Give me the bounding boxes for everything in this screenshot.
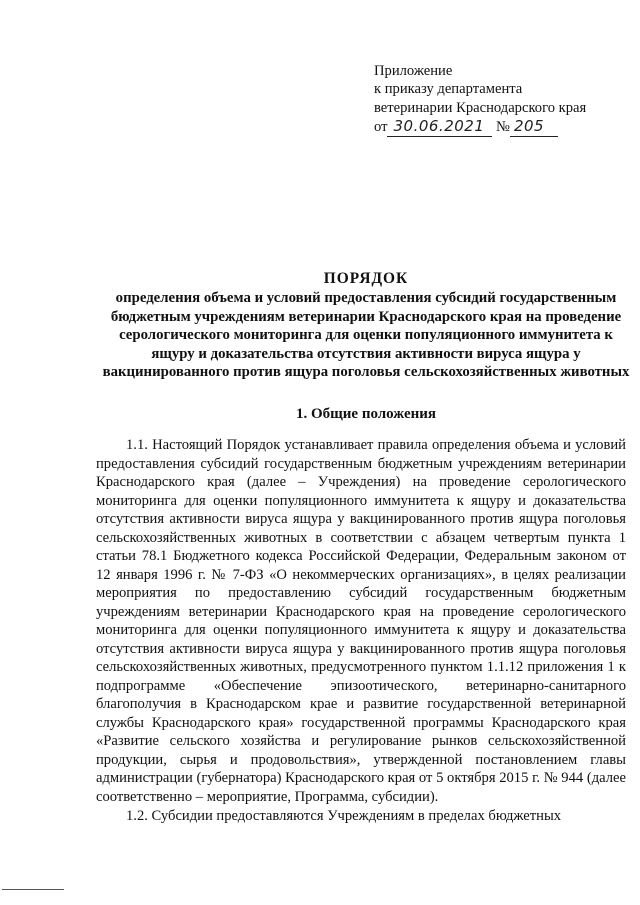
- title-main: ПОРЯДОК: [323, 270, 409, 287]
- appendix-date-line: [374, 117, 624, 136]
- appendix-line-3: ветеринарии Краснодарского края: [374, 99, 587, 116]
- section-heading: 1. Общие положения: [295, 406, 437, 422]
- appendix-line-1: Приложение: [374, 63, 453, 79]
- handwritten-date: 30.06.2021: [387, 117, 492, 136]
- document-body: [96, 436, 626, 826]
- handwritten-number: 205: [510, 117, 558, 136]
- appendix-line-2: к приказу департамента: [374, 81, 523, 98]
- appendix-header: [374, 62, 624, 137]
- number-sign: №: [496, 119, 510, 136]
- date-prefix: от: [374, 119, 388, 136]
- title-subtitle: определения объема и условий предоставления субсидий государственным бюджетным учреждениям ветеринарии Краснодарского края на проведение серологического мониторинга для оценки популяционного иммунитета к ящуру и доказательства отсутствия активности вируса ящура у вакцинированного против ящура поголовья сельскохозяйственных животных: [102, 290, 630, 381]
- paragraph-1-2: 1.2. Субсидии предоставляются Учреждениям в пределах бюджетных: [126, 808, 562, 824]
- document-title: [96, 270, 636, 381]
- footnote-divider: [2, 889, 64, 890]
- paragraph-1-1: 1.1. Настоящий Порядок устанавливает правила определения объема и условий предоставления субсидий государственным бюджетным учреждениям ветеринарии Краснодарского края (далее – Учреждения) на проведение серологического мониторинга для оценки популяционного иммунитета к ящуру и доказательства отсутствия активности вируса ящура у вакцинированного против ящура поголовья сельскохозяйственных животных в соответствии с абзацем четвертым пункта 1 статьи 78.1 Бюджетного кодекса Российской Федерации, Федеральным законом от 12 января 1996 г. № 7-ФЗ «О некоммерческих организациях», в целях реализации мероприятия по предоставлению субсидий государственным бюджетным учреждениям ветеринарии Краснодарского края на проведение серологического мониторинга для оценки популяционного иммунитета к ящуру и доказательства отсутствия активности вируса ящура у вакцинированного против ящура поголовья сельскохозяйственных животных, предусмотренного пунктом 1.1.12 приложения 1 к подпрограмме «Обеспечение эпизоотического, ветеринарно-санитарного благополучия в Краснодарском крае и развитие государственной ветеринарной службы Краснодарского края» государственной программы Краснодарского края «Развитие сельского хозяйства и регулирование рынков сельскохозяйственной продукции, сырья и продовольствия», утвержденной постановлением главы администрации (губернатора) Краснодарского края от 5 октября 2015 г. № 944 (далее соответственно – мероприятие, Программа, субсидии).: [96, 437, 626, 805]
